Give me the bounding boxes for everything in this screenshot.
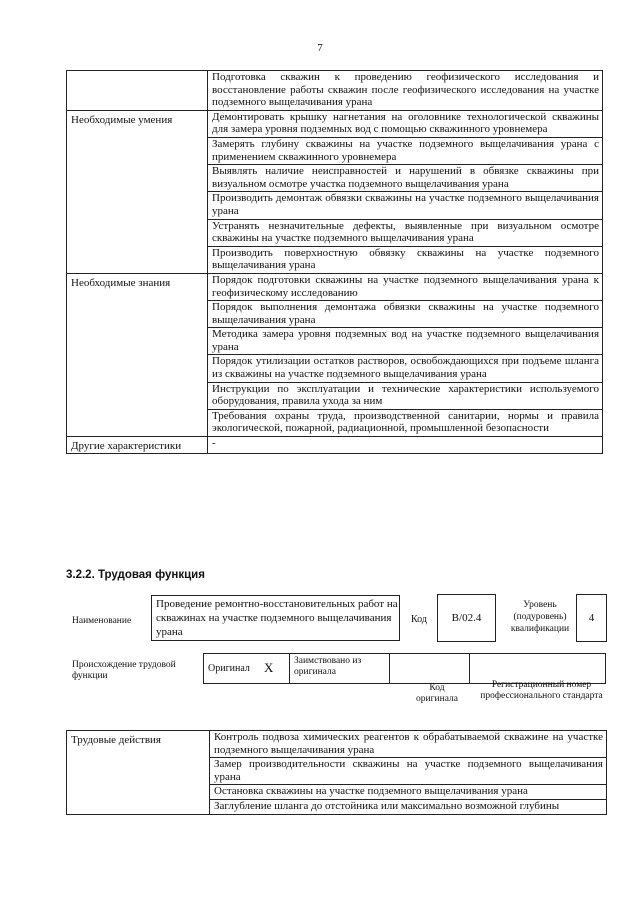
code-label: Код	[411, 614, 427, 625]
qualification-level-label: Уровень (подуровень) квалификации	[510, 600, 570, 634]
knowledge-item: Методика замера уровня подземных вод на участке подземного выщелачивания урана	[208, 328, 603, 355]
table-row	[67, 110, 603, 137]
required-skills-label: Необходимые умения	[67, 110, 208, 273]
knowledge-item: Порядок утилизации остатков растворов, освобождающихся при подъеме шланга из скважины на участке подземного выщелачивания урана	[208, 355, 603, 382]
original-mark: X	[264, 660, 274, 675]
required-knowledge-label: Необходимые знания	[67, 273, 208, 436]
page-number: 7	[317, 42, 323, 54]
knowledge-item: Порядок подготовки скважины на участке подземного выщелачивания урана к геофизическому исследованию	[208, 273, 603, 300]
labor-action-item: Остановка скважины на участке подземного выщелачивания урана	[210, 785, 607, 800]
table-row	[67, 71, 603, 111]
skill-item: Выявлять наличие неисправностей и нарушений в обвязке скважины при визуальном осмотре участка подземного выщелачивания урана	[208, 165, 603, 192]
original-code-label: Код оригинала	[416, 683, 458, 704]
divider	[469, 654, 470, 683]
empty-label-cell	[67, 71, 208, 111]
divider	[389, 654, 390, 683]
section-title: 3.2.2. Трудовая функция	[66, 569, 205, 581]
origin-label: Происхождение трудовой функции	[72, 660, 176, 681]
skill-item: Устранять незначительные дефекты, выявленные при визуальном осмотре скважины на участке подземного выщелачивания урана	[208, 219, 603, 246]
qualification-level-box: 4	[576, 594, 607, 642]
reg-number-label: Регистрационный номер профессионального стандарта	[480, 680, 603, 701]
skill-item: Производить демонтаж обвязки скважины на участке подземного выщелачивания урана	[208, 192, 603, 219]
knowledge-item: Требования охраны труда, производственной санитарии, нормы и правила экологической, пожарной, радиационной, промышленной безопасности	[208, 409, 603, 436]
labor-action-item: Заглубление шланга до отстойника или максимально возможной глубины	[210, 799, 607, 814]
skills-knowledge-table	[66, 70, 603, 454]
labor-actions-table	[66, 730, 607, 815]
borrowed-label: Заимствовано из оригинала	[294, 656, 362, 677]
table-row	[67, 437, 603, 454]
labor-actions-label: Трудовые действия	[67, 731, 210, 815]
knowledge-item: Порядок выполнения демонтажа обвязки скважины на участке подземного выщелачивания урана	[208, 301, 603, 328]
knowledge-item: Инструкции по эксплуатации и технические характеристики используемого оборудования, правила ухода за ним	[208, 382, 603, 409]
labor-action-item: Контроль подвоза химических реагентов к обрабатываемой скважине на участке подземного выщелачивания урана	[210, 731, 607, 758]
other-characteristics-label: Другие характеристики	[67, 437, 208, 454]
skill-item: Производить поверхностную обвязку скважины на участке подземного выщелачивания урана	[208, 246, 603, 273]
name-label: Наименование	[72, 616, 132, 626]
labor-action-item: Замер производительности скважины на участке подземного выщелачивания урана	[210, 758, 607, 785]
function-name-box: Проведение ремонтно-восстановительных работ на скважинах на участке подземного выщелачивания урана	[151, 595, 400, 641]
skill-item: Демонтировать крышку нагнетания на оголовнике технологической скважины для замера уровня подземных вод с помощью скважинного уровнемера	[208, 110, 603, 137]
divider	[289, 654, 290, 683]
table-row	[67, 731, 607, 758]
other-characteristics-value: -	[208, 437, 603, 454]
table-cell: Подготовка скважин к проведению геофизического исследования и восстановление работы скважин после геофизического исследования на участке подземного выщелачивания урана	[208, 71, 603, 111]
function-code-box: B/02.4	[437, 594, 496, 642]
original-label: Оригинал	[208, 663, 250, 674]
table-row	[67, 273, 603, 300]
skill-item: Замерять глубину скважины на участке подземного выщелачивания урана с применением скважинного уровнемера	[208, 137, 603, 164]
